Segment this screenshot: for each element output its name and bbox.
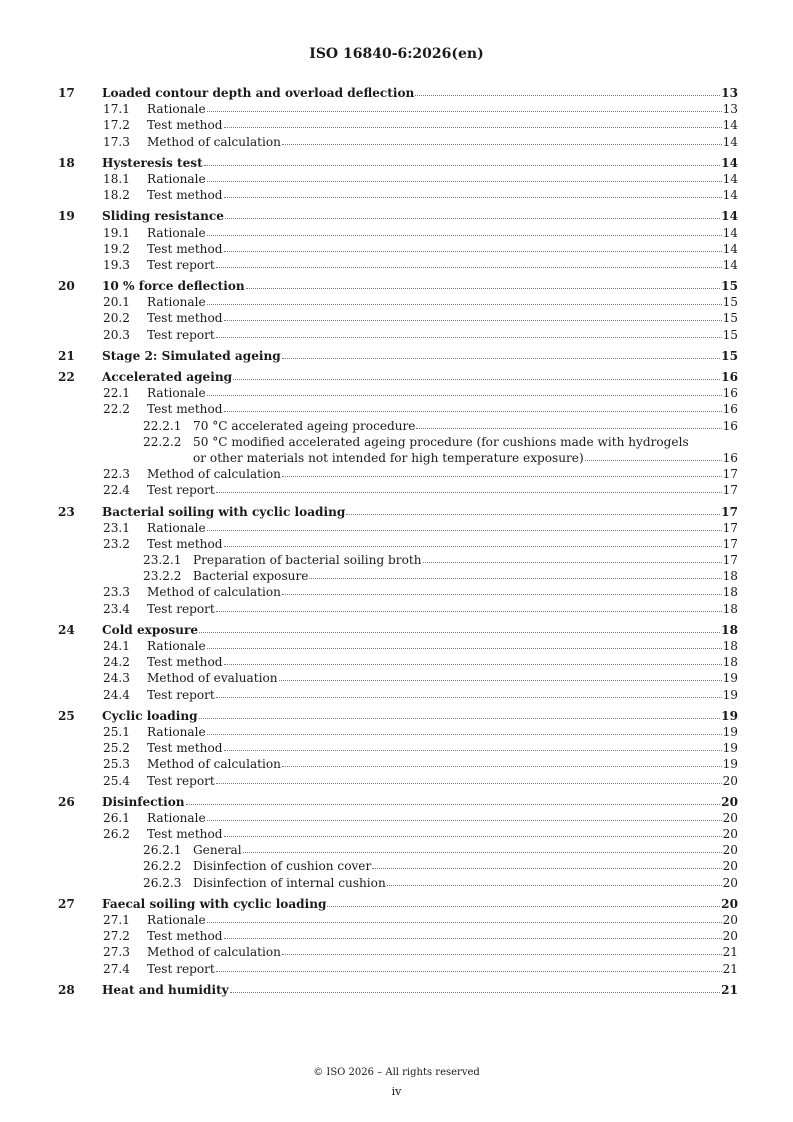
toc-entry-title: Method of calculation	[147, 467, 281, 482]
toc-leader-dots	[199, 628, 720, 633]
toc-subsection-entry[interactable]	[58, 117, 738, 133]
toc-entry-title: Preparation of bacterial soiling broth	[193, 553, 422, 568]
toc-subsection-entry[interactable]	[58, 601, 738, 617]
toc-entry-number: 22.2.2	[143, 434, 182, 449]
toc-entry-title: Rationale	[147, 913, 206, 927]
toc-leader-dots	[216, 967, 722, 972]
toc-entry-title: Sliding resistance	[102, 209, 224, 224]
toc-subsection-entry[interactable]	[58, 756, 738, 772]
toc-entry-number: 28	[58, 982, 75, 997]
toc-subsection-entry[interactable]	[58, 171, 738, 187]
toc-entry-number: 27.2	[103, 929, 130, 944]
toc-entry-number: 20.1	[103, 295, 130, 310]
toc-entry-page: 13	[721, 86, 738, 100]
toc-entry-page: 19	[722, 741, 738, 756]
toc-entry-page: 20	[722, 859, 738, 874]
toc-entry-title: Accelerated ageing	[102, 370, 233, 384]
toc-entry-page: 16	[722, 418, 738, 433]
toc-entry-title: Test method	[147, 536, 223, 551]
toc-subsection-entry[interactable]	[58, 310, 738, 326]
toc-leader-dots	[224, 247, 722, 252]
toc-leader-dots	[282, 762, 722, 767]
toc-leader-dots	[243, 848, 722, 853]
toc-leader-dots	[207, 918, 722, 923]
toc-entry-number: 25.4	[103, 773, 130, 788]
toc-entry-page: 20	[722, 810, 738, 825]
toc-entry-page: 14	[722, 257, 738, 272]
toc-entry-title: Rationale	[147, 520, 206, 535]
toc-entry-title: Disinfection of cushion cover	[193, 859, 372, 874]
toc-subsection-entry[interactable]	[58, 327, 738, 343]
toc-subsection-entry[interactable]	[58, 810, 738, 826]
toc-entry-title: Disinfection	[102, 794, 185, 809]
toc-entry-page: 16	[721, 370, 738, 384]
toc-entry-title: Method of calculation	[147, 585, 281, 600]
toc-entry-page: 15	[722, 327, 738, 342]
toc-entry-number: 24.2	[103, 655, 130, 670]
toc-entry-number: 24.4	[103, 687, 130, 702]
toc-section-entry[interactable]	[58, 85, 738, 101]
toc-entry-number: 22.2.1	[143, 418, 182, 433]
toc-leader-dots	[207, 231, 722, 236]
toc-entry-page: 14	[722, 225, 738, 240]
toc-entry-title: Test method	[147, 402, 223, 417]
toc-section-entry[interactable]	[58, 794, 738, 810]
toc-entry-page: 17	[722, 536, 738, 551]
toc-entry-title: Rationale	[147, 171, 206, 186]
toc-entry-number: 18.1	[103, 171, 130, 186]
toc-entry-page: 19	[721, 708, 738, 723]
toc-entry-title: Stage 2: Simulated ageing	[102, 348, 281, 363]
toc-entry-number: 24	[58, 622, 75, 637]
toc-entry-title: Test method	[147, 311, 223, 326]
toc-leader-dots	[216, 607, 722, 612]
toc-entry-number: 22.1	[103, 386, 130, 401]
toc-subsection-entry[interactable]	[58, 654, 738, 670]
toc-subsection-entry[interactable]	[58, 961, 738, 977]
toc-leader-dots	[207, 300, 722, 305]
toc-entry-title: Bacterial soiling with cyclic loading	[102, 504, 346, 519]
toc-entry-title: Hysteresis test	[102, 155, 203, 170]
toc-leader-dots	[230, 988, 720, 993]
toc-entry-page: 20	[722, 843, 738, 858]
toc-entry-number: 26	[58, 794, 75, 809]
toc-entry-page: 18	[722, 585, 738, 600]
toc-leader-dots	[282, 950, 722, 955]
toc-subsubsection-entry[interactable]	[58, 434, 738, 450]
toc-section-entry[interactable]	[58, 348, 738, 364]
toc-entry-page: 17	[722, 553, 738, 568]
toc-section-block	[58, 348, 738, 364]
toc-leader-dots	[346, 510, 720, 515]
toc-leader-dots	[224, 123, 722, 128]
toc-entry-title: Test report	[147, 257, 215, 272]
toc-entry-page: 19	[722, 671, 738, 686]
toc-entry-title: 10 % force deflection	[102, 279, 245, 294]
toc-section-entry[interactable]	[58, 278, 738, 294]
toc-leader-dots	[224, 407, 722, 412]
toc-subsection-entry[interactable]	[58, 670, 738, 686]
toc-entry-number: 23.3	[103, 585, 130, 600]
toc-entry-title: Faecal soiling with cyclic loading	[102, 896, 327, 911]
toc-entry-page: 17	[722, 483, 738, 498]
toc-entry-number: 19.2	[103, 241, 130, 256]
toc-leader-dots	[282, 140, 722, 145]
toc-subsection-entry[interactable]	[58, 584, 738, 600]
toc-subsubsection-entry[interactable]	[58, 552, 738, 568]
toc-entry-title: Rationale	[147, 639, 206, 653]
toc-entry-number: 24.3	[103, 671, 130, 686]
toc-entry-page: 18	[722, 655, 738, 670]
toc-entry-title: Rationale	[147, 386, 206, 401]
toc-leader-dots	[207, 816, 722, 821]
toc-entry-title: 50 °C modified accelerated ageing procedure (for cushions made with hydrogels	[193, 434, 689, 449]
toc-entry-title: Test report	[147, 483, 215, 498]
toc-leader-dots	[216, 693, 722, 698]
toc-section-block	[58, 794, 738, 891]
toc-section-block	[58, 208, 738, 273]
toc-entry-number: 22	[58, 370, 75, 384]
toc-leader-dots	[282, 354, 720, 359]
toc-entry-number: 24.1	[103, 639, 130, 653]
toc-leader-dots	[224, 316, 722, 321]
toc-entry-number: 18.2	[103, 188, 130, 203]
toc-entry-title: Test method	[147, 241, 223, 256]
document-id-header: ISO 16840-6:2026(en)	[309, 46, 484, 62]
toc-subsection-entry[interactable]	[58, 912, 738, 928]
page-number: iv	[391, 1085, 402, 1098]
toc-leader-dots	[224, 832, 722, 837]
toc-entry-page: 16	[722, 450, 738, 465]
toc-subsection-entry[interactable]	[58, 257, 738, 273]
toc-entry-number: 20.2	[103, 311, 130, 326]
toc-subsection-entry[interactable]	[58, 687, 738, 703]
toc-leader-dots	[233, 375, 720, 380]
toc-entry-title: 70 °C accelerated ageing procedure	[193, 418, 416, 433]
toc-entry-title: Test report	[147, 687, 215, 702]
table-of-contents	[58, 85, 738, 1003]
toc-subsection-entry[interactable]	[58, 826, 738, 842]
toc-section-block	[58, 155, 738, 204]
toc-leader-dots	[224, 746, 722, 751]
toc-entry-page: 18	[722, 569, 738, 584]
toc-entry-title: Rationale	[147, 724, 206, 739]
toc-subsection-entry[interactable]	[58, 520, 738, 536]
toc-section-entry[interactable]	[58, 982, 738, 998]
toc-subsection-entry[interactable]	[58, 401, 738, 417]
toc-leader-dots	[282, 590, 722, 595]
toc-entry-page: 20	[722, 929, 738, 944]
toc-entry-title: Method of calculation	[147, 945, 281, 960]
toc-entry-number: 19.1	[103, 225, 130, 240]
toc-entry-continuation[interactable]	[58, 450, 738, 466]
toc-entry-title: Test method	[147, 655, 223, 670]
toc-leader-dots	[416, 424, 721, 429]
toc-entry-page: 17	[722, 467, 738, 482]
toc-entry-number: 19.3	[103, 257, 130, 272]
toc-entry-page: 15	[722, 311, 738, 326]
toc-entry-number: 26.2.2	[143, 859, 182, 874]
toc-entry-title: Bacterial exposure	[193, 569, 309, 584]
toc-leader-dots	[207, 107, 722, 112]
toc-subsection-entry[interactable]	[58, 482, 738, 498]
toc-subsection-entry[interactable]	[58, 385, 738, 401]
toc-entry-title: Heat and humidity	[102, 982, 229, 997]
toc-entry-title: Test report	[147, 773, 215, 788]
toc-entry-page: 21	[721, 982, 738, 997]
toc-entry-number: 23.1	[103, 520, 130, 535]
toc-section-entry[interactable]	[58, 208, 738, 224]
toc-entry-number: 23.2.2	[143, 569, 182, 584]
toc-leader-dots	[207, 526, 722, 531]
toc-entry-page: 14	[721, 155, 738, 170]
toc-leader-dots	[224, 660, 722, 665]
toc-entry-title: Method of calculation	[147, 134, 281, 149]
toc-entry-number: 17.3	[103, 134, 130, 149]
toc-section-block	[58, 369, 738, 499]
toc-entry-page: 19	[722, 724, 738, 739]
toc-entry-number: 26.2.3	[143, 875, 182, 890]
toc-entry-title: Cyclic loading	[102, 708, 198, 723]
toc-subsection-entry[interactable]	[58, 773, 738, 789]
toc-entry-number: 20.3	[103, 327, 130, 342]
toc-subsubsection-entry[interactable]	[58, 568, 738, 584]
toc-entry-number: 21	[58, 348, 75, 363]
toc-subsection-entry[interactable]	[58, 187, 738, 203]
toc-subsubsection-entry[interactable]	[58, 842, 738, 858]
toc-entry-title: Method of evaluation	[147, 671, 278, 686]
toc-entry-title: Rationale	[147, 102, 206, 117]
toc-leader-dots	[216, 263, 722, 268]
toc-entry-number: 19	[58, 209, 75, 224]
toc-entry-page: 20	[721, 896, 738, 911]
toc-leader-dots	[224, 934, 722, 939]
toc-entry-title: Test method	[147, 118, 223, 133]
toc-entry-number: 22.2	[103, 402, 130, 417]
toc-entry-page: 18	[722, 601, 738, 616]
toc-section-block	[58, 982, 738, 998]
toc-entry-title-continued: or other materials not intended for high temperature exposure)	[193, 450, 584, 465]
toc-leader-dots	[372, 864, 721, 869]
toc-entry-title: Test method	[147, 741, 223, 756]
toc-subsection-entry[interactable]	[58, 466, 738, 482]
toc-leader-dots	[415, 91, 720, 96]
toc-entry-title: Test method	[147, 929, 223, 944]
toc-entry-page: 21	[722, 945, 738, 960]
toc-leader-dots	[216, 333, 722, 338]
toc-subsection-entry[interactable]	[58, 740, 738, 756]
toc-leader-dots	[225, 214, 720, 219]
toc-entry-title: Loaded contour depth and overload deflection	[102, 86, 415, 100]
toc-leader-dots	[186, 800, 721, 805]
toc-entry-page: 14	[722, 134, 738, 149]
toc-entry-title: Rationale	[147, 225, 206, 240]
toc-leader-dots	[207, 391, 722, 396]
toc-entry-number: 25.2	[103, 741, 130, 756]
toc-section-block	[58, 504, 738, 617]
toc-entry-number: 26.1	[103, 810, 130, 825]
toc-entry-number: 26.2	[103, 827, 130, 842]
toc-entry-number: 27.3	[103, 945, 130, 960]
toc-entry-page: 15	[721, 279, 738, 294]
toc-leader-dots	[224, 193, 722, 198]
toc-entry-page: 15	[721, 348, 738, 363]
toc-entry-number: 25	[58, 708, 75, 723]
toc-entry-page: 16	[722, 386, 738, 401]
toc-entry-title: Test method	[147, 827, 223, 842]
toc-entry-page: 14	[722, 171, 738, 186]
toc-leader-dots	[199, 714, 721, 719]
toc-entry-title: General	[193, 843, 242, 858]
toc-subsubsection-entry[interactable]	[58, 858, 738, 874]
toc-leader-dots	[423, 558, 722, 563]
toc-leader-dots	[309, 574, 721, 579]
toc-entry-page: 20	[722, 875, 738, 890]
toc-entry-page: 14	[722, 188, 738, 203]
toc-leader-dots	[282, 472, 722, 477]
toc-subsection-entry[interactable]	[58, 638, 738, 654]
toc-entry-page: 17	[721, 504, 738, 519]
toc-subsection-entry[interactable]	[58, 101, 738, 117]
copyright-footer: © ISO 2026 – All rights reserved	[313, 1067, 480, 1078]
toc-entry-number: 27.4	[103, 961, 130, 976]
toc-subsection-entry[interactable]	[58, 241, 738, 257]
toc-entry-page: 17	[722, 520, 738, 535]
toc-entry-number: 20	[58, 279, 75, 294]
toc-entry-page: 20	[722, 827, 738, 842]
toc-entry-number: 17.1	[103, 102, 130, 117]
toc-section-block	[58, 708, 738, 789]
toc-section-block	[58, 622, 738, 703]
toc-entry-page: 20	[721, 794, 738, 809]
toc-subsubsection-entry[interactable]	[58, 875, 738, 891]
toc-entry-number: 27	[58, 896, 75, 911]
toc-entry-page: 16	[722, 402, 738, 417]
toc-leader-dots	[224, 542, 722, 547]
toc-section-block	[58, 85, 738, 150]
toc-entry-page: 21	[722, 961, 738, 976]
toc-entry-number: 27.1	[103, 913, 130, 927]
toc-entry-number: 23.2.1	[143, 553, 182, 568]
toc-entry-title: Cold exposure	[102, 622, 199, 637]
toc-entry-number: 25.1	[103, 724, 130, 739]
toc-entry-number: 23.2	[103, 536, 130, 551]
toc-section-entry[interactable]	[58, 504, 738, 520]
toc-entry-title: Method of calculation	[147, 757, 281, 772]
toc-section-entry[interactable]	[58, 369, 738, 385]
toc-subsection-entry[interactable]	[58, 724, 738, 740]
toc-entry-number: 23	[58, 504, 75, 519]
toc-entry-page: 18	[721, 622, 738, 637]
toc-leader-dots	[207, 730, 722, 735]
toc-entry-number: 18	[58, 155, 75, 170]
toc-entry-number: 25.3	[103, 757, 130, 772]
toc-entry-page: 15	[722, 295, 738, 310]
toc-section-entry[interactable]	[58, 155, 738, 171]
toc-entry-page: 14	[722, 118, 738, 133]
toc-leader-dots	[279, 676, 722, 681]
toc-leader-dots	[327, 902, 720, 907]
toc-entry-number: 17	[58, 86, 75, 100]
toc-leader-dots	[585, 456, 722, 461]
toc-entry-title: Rationale	[147, 810, 206, 825]
toc-leader-dots	[387, 881, 722, 886]
toc-entry-number: 22.3	[103, 467, 130, 482]
toc-entry-title: Rationale	[147, 295, 206, 310]
toc-section-entry[interactable]	[58, 708, 738, 724]
toc-leader-dots	[216, 779, 722, 784]
toc-leader-dots	[246, 284, 720, 289]
toc-entry-page: 19	[722, 757, 738, 772]
toc-entry-number: 22.4	[103, 483, 130, 498]
toc-section-entry[interactable]	[58, 896, 738, 912]
toc-entry-page: 13	[722, 102, 738, 117]
toc-leader-dots	[216, 488, 722, 493]
toc-entry-number: 17.2	[103, 118, 130, 133]
toc-subsection-entry[interactable]	[58, 294, 738, 310]
toc-entry-page: 19	[722, 687, 738, 702]
toc-subsection-entry[interactable]	[58, 225, 738, 241]
toc-entry-page: 14	[722, 241, 738, 256]
toc-entry-title: Test report	[147, 601, 215, 616]
toc-section-block	[58, 896, 738, 977]
toc-subsection-entry[interactable]	[58, 944, 738, 960]
toc-entry-number: 26.2.1	[143, 843, 182, 858]
toc-entry-page: 18	[722, 639, 738, 653]
toc-leader-dots	[207, 177, 722, 182]
toc-entry-page: 20	[722, 773, 738, 788]
toc-section-block	[58, 278, 738, 343]
toc-subsection-entry[interactable]	[58, 536, 738, 552]
toc-entry-page: 14	[721, 209, 738, 224]
toc-entry-title: Disinfection of internal cushion	[193, 875, 386, 890]
toc-entry-title: Test report	[147, 961, 215, 976]
toc-subsubsection-entry[interactable]	[58, 418, 738, 434]
toc-entry-title: Test report	[147, 327, 215, 342]
toc-entry-page: 20	[722, 913, 738, 927]
toc-section-entry[interactable]	[58, 622, 738, 638]
toc-leader-dots	[207, 644, 722, 649]
toc-leader-dots	[204, 161, 720, 166]
toc-subsection-entry[interactable]	[58, 134, 738, 150]
toc-entry-number: 23.4	[103, 601, 130, 616]
toc-entry-title: Test method	[147, 188, 223, 203]
toc-subsection-entry[interactable]	[58, 928, 738, 944]
